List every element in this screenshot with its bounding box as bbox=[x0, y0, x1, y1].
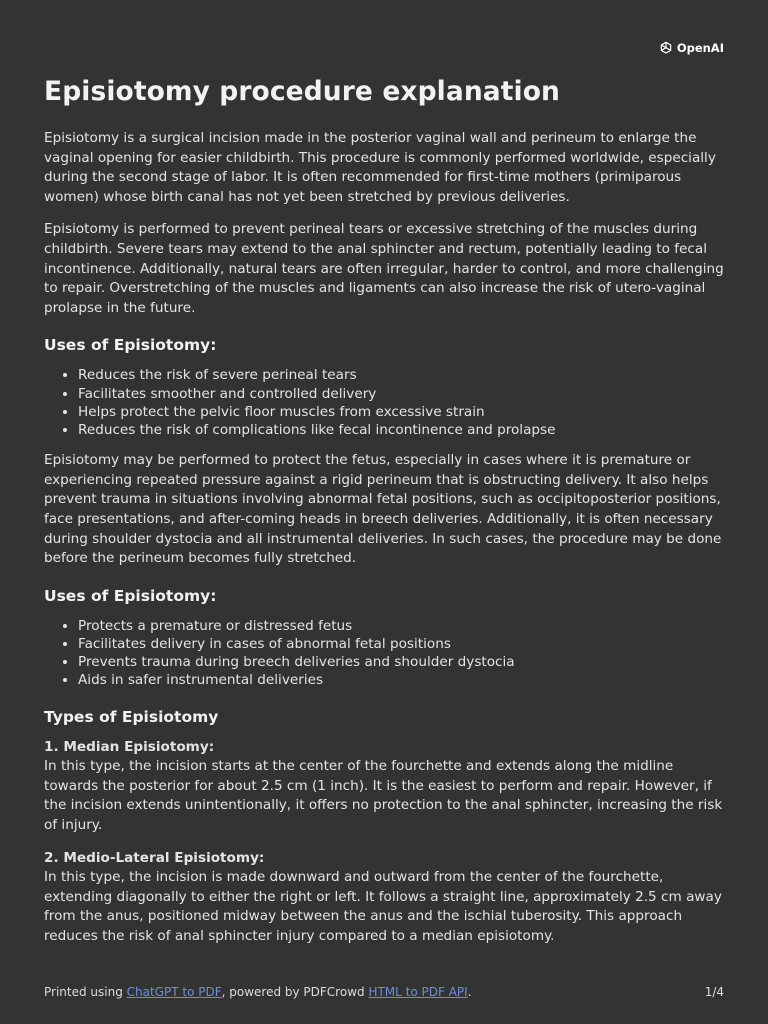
list-item: • Protects a premature or distressed fetus bbox=[78, 617, 724, 635]
list-item: • Reduces the risk of complications like fecal incontinence and prolapse bbox=[78, 421, 724, 439]
footer-prefix: Printed using bbox=[44, 985, 127, 999]
list-item: • Facilitates smoother and controlled delivery bbox=[78, 385, 724, 403]
html-to-pdf-api-link[interactable]: HTML to PDF API bbox=[368, 985, 468, 999]
document-body bbox=[44, 129, 724, 959]
list-item: • Aids in safer instrumental deliveries bbox=[78, 671, 724, 689]
fetus-paragraph: Episiotomy may be performed to protect the fetus, especially in cases where it is premature or experiencing repeated pressure against a rigid perineum that is obstructing delivery. It also helps prevent trauma in situations involving abnormal fetal positions, such as occipitoposterior positions, face presentations, and after-coming heads in breech deliveries. Additionally, it is often necessary during shoulder dystocia and all instrumental deliveries. In such cases, the procedure may be done before the perineum becomes fully stretched. bbox=[44, 452, 722, 567]
footer-middle: , powered by PDFCrowd bbox=[221, 985, 369, 999]
uses-list-1 bbox=[44, 366, 724, 439]
page-number: 1/4 bbox=[704, 985, 724, 999]
intro-paragraph-1: Episiotomy is a surgical incision made in the posterior vaginal wall and perineum to enlarge the vaginal opening for easier childbirth. This procedure is commonly performed worldwide, especially during the second stage of labor. It is often recommended for first-time mothers (primiparous women) whose birth canal has not yet been stretched by previous deliveries. bbox=[44, 130, 716, 205]
mediolateral-text: In this type, the incision is made downward and outward from the center of the fourchette, extending diagonally to either the right or left. It follows a straight line, approximately 2.5 cm away from the anus, positioned midway between the anus and the ischial tuberosity. This approach reduces the risk of anal sphincter injury compared to a median episiotomy. bbox=[44, 869, 722, 944]
openai-icon bbox=[658, 40, 674, 56]
page-title: Episiotomy procedure explanation bbox=[44, 76, 561, 107]
page-footer bbox=[44, 985, 724, 999]
mediolateral-label: 2. Medio-Lateral Episiotomy: bbox=[44, 849, 265, 866]
intro-paragraph-2: Episiotomy is performed to prevent perineal tears or excessive stretching of the muscles during childbirth. Severe tears may extend to the anal sphincter and rectum, potentially leading to fecal incontinence. Additionally, natural tears are often irregular, harder to control, and more challenging to repair. Overstretching of the muscles and ligaments can also increase the risk of utero-vaginal prolapse in the future. bbox=[44, 221, 724, 316]
list-item: • Helps protect the pelvic floor muscles from excessive strain bbox=[78, 403, 724, 421]
list-item: • Prevents trauma during breech deliveries and shoulder dystocia bbox=[78, 653, 724, 671]
openai-logo bbox=[658, 40, 724, 56]
chatgpt-to-pdf-link[interactable]: ChatGPT to PDF bbox=[126, 985, 222, 999]
logo-text: OpenAI bbox=[676, 41, 724, 55]
median-section bbox=[44, 738, 724, 836]
median-text: In this type, the incision starts at the center of the fourchette and extends along the midline towards the posterior for about 2.5 cm (1 inch). It is the easiest to perform and repair. However, if the incision extends unintentionally, it offers no protection to the anal sphincter, increasing the risk of injury. bbox=[44, 758, 723, 833]
uses-heading-2: Uses of Episiotomy: bbox=[44, 586, 217, 605]
uses-list-2 bbox=[44, 617, 724, 690]
uses-heading-1: Uses of Episiotomy: bbox=[44, 336, 217, 355]
median-label: 1. Median Episiotomy: bbox=[44, 738, 215, 755]
list-item: • Facilitates delivery in cases of abnormal fetal positions bbox=[78, 635, 724, 653]
types-heading: Types of Episiotomy bbox=[44, 707, 219, 726]
footer-credit bbox=[44, 985, 472, 999]
mediolateral-section bbox=[44, 849, 724, 947]
list-item: • Reduces the risk of severe perineal tears bbox=[78, 366, 724, 384]
footer-suffix: . bbox=[467, 985, 472, 999]
